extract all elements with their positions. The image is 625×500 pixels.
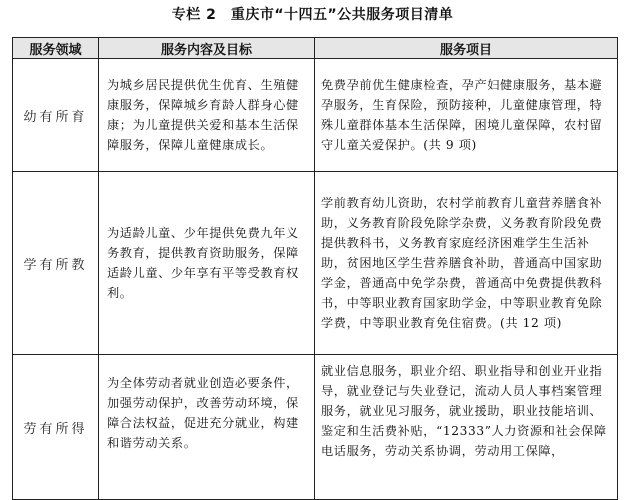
table-caption: 专栏 2 重庆市“十四五”公共服务项目清单 xyxy=(171,7,454,23)
table-row xyxy=(13,355,618,500)
table-row xyxy=(13,172,618,355)
service-area-cell: 劳有所得 xyxy=(13,355,99,500)
public-services-table xyxy=(12,37,618,500)
service-goal-cell: 为全体劳动者就业创造必要条件，加强劳动保护，改善劳动环境，保障合法权益，促进充分就业，构建和谐劳动关系。 xyxy=(99,355,315,500)
service-area-cell: 学有所教 xyxy=(13,172,99,355)
service-goal-cell: 为城乡居民提供优生优育、生殖健康服务，保障城乡育龄人群身心健康；为儿童提供关爱和基本生活保障服务，保障儿童健康成长。 xyxy=(99,59,315,172)
header-service-items: 服务项目 xyxy=(315,38,618,59)
header-service-area: 服务领域 xyxy=(13,38,99,59)
service-items-cell: 学前教育幼儿资助，农村学前教育儿童营养膳食补助，义务教育阶段免除学杂费，义务教育阶段免费提供教科书，义务教育家庭经济困难学生生活补助，贫困地区学生营养膳食补助，普通高中国家助学金，普通高中免学杂费，普通高中免费提供教科书，中等职业教育国家助学金，中等职业教育免除学费，中等职业教育免住宿费。(共 12 项) xyxy=(315,172,618,355)
header-service-goal: 服务内容及目标 xyxy=(99,38,315,59)
service-items-cell: 就业信息服务，职业介绍、职业指导和创业开业指导，就业登记与失业登记，流动人员人事档案管理服务，就业见习服务，就业援助，职业技能培训、鉴定和生活费补贴，“12333”人力资源和社会保障电话服务，劳动关系协调，劳动用工保障， xyxy=(315,355,618,500)
service-area-cell: 幼有所育 xyxy=(13,59,99,172)
service-goal-cell: 为适龄儿童、少年提供免费九年义务教育，提供教育资助服务，保障适龄儿童、少年享有平等受教育权利。 xyxy=(99,172,315,355)
table-header-row xyxy=(13,38,618,59)
table-row xyxy=(13,59,618,172)
service-items-cell: 免费孕前优生健康检查，孕产妇健康服务，基本避孕服务，生育保险，预防接种，儿童健康管理，特殊儿童群体基本生活保障，困境儿童保障，农村留守儿童关爱保护。(共 9 项) xyxy=(315,59,618,172)
